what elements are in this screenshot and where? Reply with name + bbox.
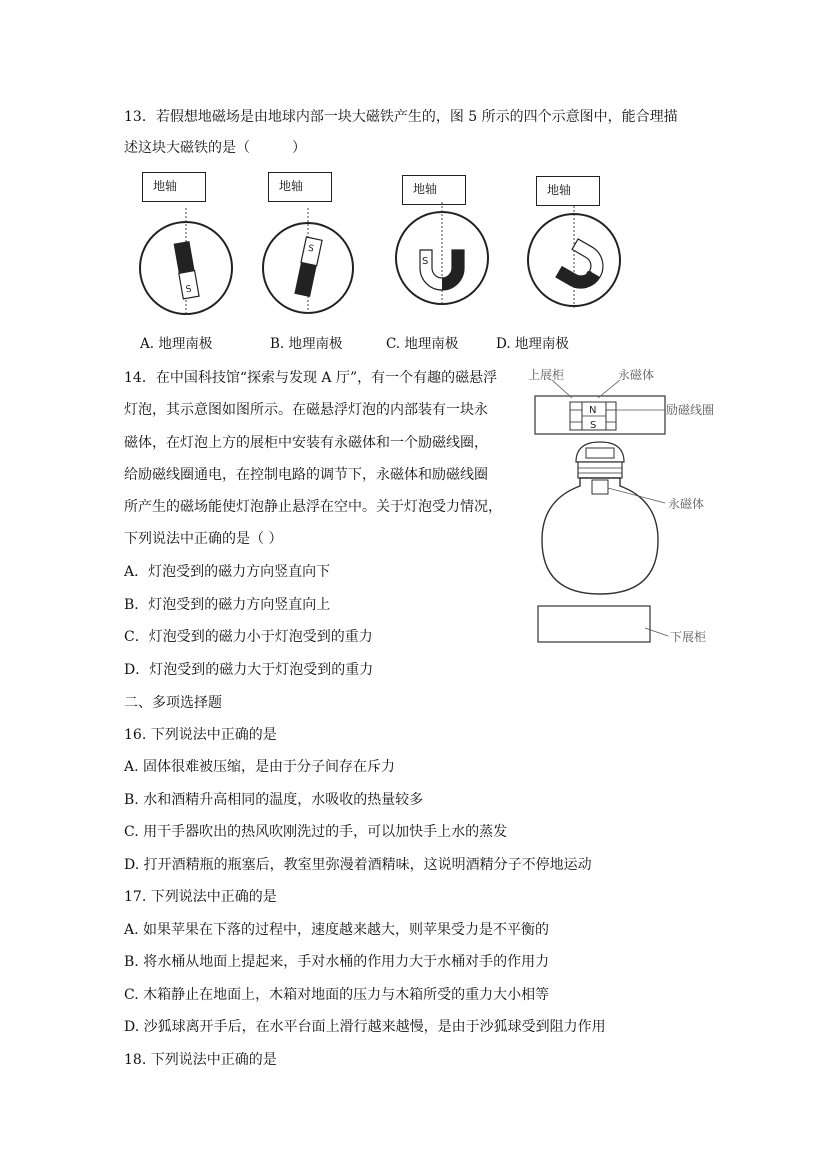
upper-cabinet-leader bbox=[552, 380, 572, 398]
q14-stem-line5: 所产生的磁场能使灯泡静止悬浮在空中。关于灯泡受力情况， bbox=[124, 499, 502, 515]
magnet-dark-half-a bbox=[174, 241, 195, 273]
bulb-magnet-box bbox=[592, 480, 608, 494]
u-magnet-d bbox=[556, 239, 611, 296]
axis-label-box-c: 地轴 bbox=[402, 175, 466, 205]
bulb-screw bbox=[578, 462, 622, 478]
coil-label: 励磁线圈 bbox=[666, 403, 715, 417]
q14-stem-line2: 灯泡，其示意图如图所示。在磁悬浮灯泡的内部装有一块永 bbox=[124, 402, 488, 418]
bar-magnet-b bbox=[294, 237, 322, 297]
magnet-dark-half-b bbox=[294, 262, 316, 297]
permanent-magnet-label: 永磁体 bbox=[618, 368, 655, 382]
q14-stem-line6: 下列说法中正确的是（ ） bbox=[124, 531, 283, 547]
bulb-magnet-label: 永磁体 bbox=[668, 497, 705, 511]
bulb-glass bbox=[542, 478, 658, 594]
q16-option-b: B. 水和酒精升高相同的温度，水吸收的热量较多 bbox=[124, 792, 424, 808]
q18-stem: 18. 下列说法中正确的是 bbox=[124, 1052, 277, 1068]
q17-option-d: D. 沙狐球离开手后，在水平台面上滑行越来越慢，是由于沙狐球受到阻力作用 bbox=[124, 1019, 606, 1035]
q16-stem: 16. 下列说法中正确的是 bbox=[124, 727, 277, 743]
q17-stem: 17. 下列说法中正确的是 bbox=[124, 889, 277, 905]
q13-option-c: C. 地理南极 bbox=[386, 336, 459, 352]
q13-option-a: A. 地理南极 bbox=[140, 336, 213, 352]
section2-title: 二、多项选择题 bbox=[124, 695, 222, 711]
q14-option-a: A．灯泡受到的磁力方向竖直向下 bbox=[124, 564, 331, 580]
q17-option-c: C. 木箱静止在地面上，木箱对地面的压力与木箱所受的重力大小相等 bbox=[124, 987, 550, 1003]
pole-s-label-b: S bbox=[306, 243, 315, 255]
q14-option-d: D．灯泡受到的磁力大于灯泡受到的重力 bbox=[124, 662, 374, 678]
q14-option-c: C．灯泡受到的磁力小于灯泡受到的重力 bbox=[124, 629, 373, 645]
q13-stem-line1: 13．若假想地磁场是由地球内部一块大磁铁产生的，图 5 所示的四个示意图中，能合理描 bbox=[124, 109, 678, 125]
pole-s-label-d: S bbox=[586, 270, 593, 281]
axis-label-box-d: 地轴 bbox=[536, 176, 600, 206]
pole-n-label: N bbox=[589, 405, 597, 416]
lower-cabinet-box bbox=[538, 606, 650, 642]
magnet-leader bbox=[598, 380, 620, 398]
axis-label-box-b: 地轴 bbox=[268, 172, 332, 202]
upper-cabinet-label: 上展柜 bbox=[528, 368, 565, 382]
pole-s-label: S bbox=[590, 420, 597, 431]
q14-stem-line4: 给励磁线圈通电，在控制电路的调节下，永磁体和励磁线圈 bbox=[124, 467, 488, 483]
q14-stem-line1: 14．在中国科技馆“探索与发现 A 厅”，有一个有趣的磁悬浮 bbox=[124, 370, 498, 386]
bulb-cap-top-inner bbox=[586, 448, 614, 458]
q17-option-a: A. 如果苹果在下落的过程中，速度越来越大，则苹果受力是不平衡的 bbox=[124, 922, 550, 938]
bar-magnet-a bbox=[174, 241, 199, 299]
pole-s-label-a: S bbox=[185, 284, 193, 296]
earth-diagram-c bbox=[394, 210, 490, 306]
q13-stem-line2: 述这块大磁铁的是（ ） bbox=[124, 140, 306, 156]
q13-option-b: B. 地理南极 bbox=[270, 336, 343, 352]
q16-option-c: C. 用干手器吹出的热风吹刚洗过的手，可以加快手上水的蒸发 bbox=[124, 824, 508, 840]
earth-diagram-a bbox=[138, 220, 234, 316]
q17-option-b: B. 将水桶从地面上提起来，手对水桶的作用力大于水桶对手的作用力 bbox=[124, 954, 550, 970]
q14-option-b: B．灯泡受到的磁力方向竖直向上 bbox=[124, 597, 331, 613]
axis-label-box-a: 地轴 bbox=[142, 172, 206, 202]
u-magnet-dark-arm-c bbox=[442, 250, 464, 290]
q16-option-a: A. 固体很难被压缩，是由于分子间存在斥力 bbox=[124, 759, 396, 775]
earth-diagram-b bbox=[262, 220, 354, 316]
lower-cabinet-label: 下展柜 bbox=[670, 630, 707, 644]
q16-option-d: D. 打开酒精瓶的瓶塞后，教室里弥漫着酒精味，这说明酒精分子不停地运动 bbox=[124, 857, 592, 873]
q14-stem-line3: 磁体，在灯泡上方的展柜中安装有永磁体和一个励磁线圈， bbox=[124, 435, 488, 451]
q13-option-d: D. 地理南极 bbox=[496, 336, 569, 352]
earth-diagram-d bbox=[526, 212, 622, 308]
pole-s-label-c: S bbox=[422, 256, 429, 267]
